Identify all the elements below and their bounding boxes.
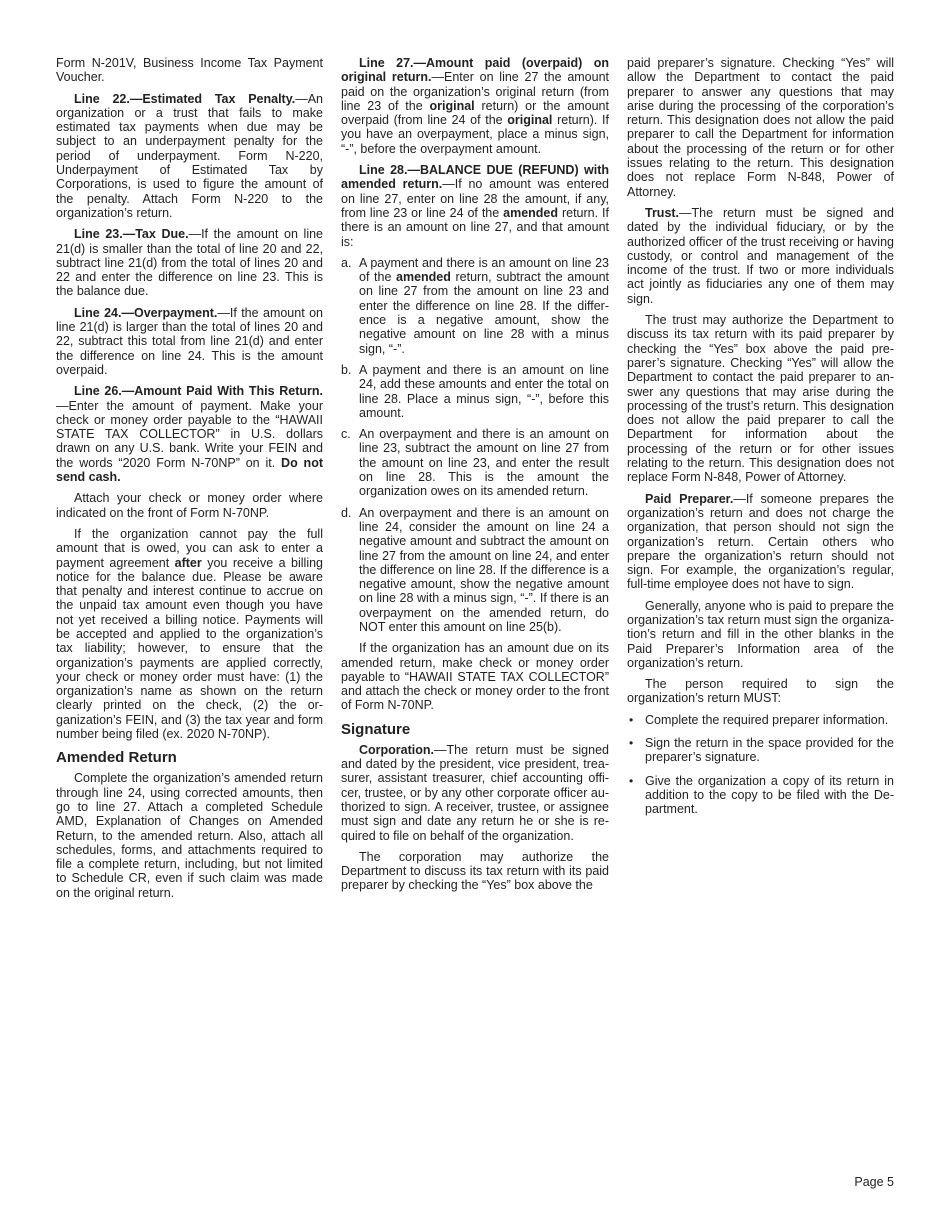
bullet-icon: • [629, 773, 634, 788]
amount-due-paragraph: If the organization has an amount due on its amended return, make check or money order payable to “HAWAII STATE TAX COLLECTOR” and attach the check or money order to the front of Form N-70NP. [341, 641, 609, 713]
list-item: • Give the organization a copy of its return in addition to the copy to be filed with the Department. [629, 773, 894, 817]
line-28-paragraph: Line 28.—BALANCE DUE (REFUND) with amended return.—If no amount was entered on line 27, enter on line 28 the amount, if any, from line 23 or line 24 of the amended return. If there is an amount on line 27, and that amount is: [341, 163, 610, 249]
must-paragraph: The person required to sign the organization’s return MUST: [627, 677, 894, 706]
trust-authorize-paragraph: The trust may authorize the Department to discuss its tax return with its paid preparer by checking the “Yes” box above the paid preparer’s signature. Checking “Yes” will allow the Department to contact the paid preparer to answer any questions that may arise during the processing of the trust’s return. This designation does not allow the paid preparer to call the Department for information about the processing of the return or for other issues relating to the return. This designation does not replace Form N-848, Power of Attorney. [627, 313, 894, 485]
paid-preparer-heading: Paid Preparer. [645, 491, 734, 506]
voucher-paragraph: Form N-201V, Business Income Tax Payment Voucher. [56, 56, 323, 85]
payment-agreement-paragraph: If the organization cannot pay the full amount that is owed, you can ask to enter a payment agreement after you receive a billing notice for the balance due. Please be aware that penalty and interest continue to accrue on the unpaid tax amount even though you have not yet received a billing notice. Payments will be accepted and applied to the organization’s tax liability; however, to ensure that the organization’s payments are applied correctly, your check or money order must have: (1) the organization’s name as shown on the return clearly printed on the check, (2) the organization’s FEIN, and (3) the tax year and form number being filed (ex. 2020 N-70NP). [56, 526, 323, 742]
column-left [56, 56, 323, 907]
line-24-heading: Line 24.—Overpayment. [74, 305, 218, 320]
continued-paragraph: paid preparer’s signature. Checking “Yes” will allow the Department to contact the paid preparer to answer any questions that may arise during the processing of the corporation’s return. This designation does not allow the paid preparer to call the Department for information about the processing of the return or for other issues relating to the return. This designation does not replace Form N-848, Power of Attorney. [627, 56, 894, 199]
line-27-heading: Line 27.—Amount paid (overpaid) on original return. [341, 56, 609, 85]
line-23-heading: Line 23.—Tax Due. [74, 227, 189, 242]
column-right [627, 56, 894, 826]
amended-return-paragraph: Complete the organization’s amended return through line 24, using corrected amounts, then go to line 27. Attach a completed Schedule AMD, Explanation of Changes on Amended Return, to the amended return. Also, attach all schedules, forms, and attachments required to file a complete return, including, but not limited to Schedule CR, even if such claim was made on the original return. [56, 771, 323, 900]
column-middle [341, 56, 609, 900]
corporation-heading: Corporation. [359, 742, 434, 757]
line-28-heading: Line 28.—BALANCE DUE (REFUND) with amended return. [341, 163, 609, 192]
list-item: d. An overpayment and there is an amount on line 24, consider the amount on line 24 a negative amount and subtract the amount on line 27 from the amount on line 24, and enter the difference on line 28. If the difference is a negative amount, show the negative amount on line 28 with a minus sign, “-”. If there is an overpayment on the amended return, do NOT enter this amount on line 25(b). [341, 505, 609, 634]
list-marker: a. [341, 255, 352, 270]
attach-paragraph: Attach your check or money order where indicated on the front of Form N-70NP. [56, 491, 323, 520]
line-22-heading: Line 22.—Estimated Tax Penalty. [74, 91, 296, 106]
line-27-paragraph: Line 27.—Amount paid (overpaid) on original return.—Enter on line 27 the amount paid on the organization’s original return (from line 23 of the original return) or the amount overpaid (from line 24 of the original return). If you have an overpayment, place a minus sign, “-”, before the overpayment amount. [341, 56, 610, 156]
trust-heading: Trust. [645, 205, 680, 220]
list-marker: d. [341, 505, 352, 520]
amended-return-heading: Amended Return [56, 749, 177, 767]
line-23-paragraph: Line 23.—Tax Due.—If the amount on line 21(d) is smaller than the total of line 20 and 22, subtract line 21(d) from the total of lines 20 and 22 and enter the difference on line 23. This is the balance due. [56, 227, 323, 299]
line-26-heading: Line 26.—Amount Paid With This Return. [74, 384, 323, 399]
list-marker: b. [341, 362, 352, 377]
corporation-paragraph: Corporation.—The return must be signed and dated by the president, vice president, treasurer, assistant treasurer, chief accounting officer, trustee, or by any other corporate officer authorized to sign. A receiver, trustee, or assignee must sign and date any return he or she is required to file on behalf of the organization. [341, 742, 609, 843]
line-26-paragraph: Line 26.—Amount Paid With This Return.—Enter the amount of payment. Make your check or money order payable to the “HAWAII STATE TAX COLLECTOR” in U.S. dollars drawn on any U.S. bank. Write your FEIN and the words “2020 Form N-70NP” on it. Do not send cash. [56, 384, 323, 485]
list-item: • Complete the required preparer information. [629, 712, 889, 727]
line-22-paragraph: Line 22.—Estimated Tax Penalty.—An organization or a trust that fails to make estimated tax payments when due may be subject to an underpayment penalty for the period of underpayment. Form N-220, Underpayment of Estimated Tax by Corporations, is used to figure the amount of the penalty. Attach Form N-220 to the organization’s return. [56, 91, 323, 220]
page-number: Page 5 [854, 1175, 894, 1189]
preparer-requirements-list [627, 713, 894, 817]
list-marker: c. [341, 427, 351, 442]
list-item: a. A payment and there is an amount on line 23 of the amended return, subtract the amount on line 27 from the amount on line 23 and enter the difference on line 28. If the difference is a negative amount, show the negative amount on line 28 with a minus sign, “-”. [341, 255, 609, 356]
bullet-icon: • [629, 736, 634, 751]
bullet-icon: • [629, 712, 634, 727]
signature-heading: Signature [341, 720, 411, 738]
generally-paragraph: Generally, anyone who is paid to prepare the organization’s tax return must sign the organization’s return and fill in the other blanks in the Paid Preparer’s Information area of the organization’s return. [627, 598, 894, 670]
line-24-paragraph: Line 24.—Overpayment.—If the amount on line 21(d) is larger than the total of lines 20 and 22, subtract this total from line 21(d) and enter the difference on line 24. This is the amount overpaid. [56, 305, 323, 377]
trust-paragraph: Trust.—The return must be signed and dated by the individual fiduciary, or by the authorized officer of the trust receiving or having custody, or control and management of the income of the trust. If two or more individuals act jointly as fiduciaries any one of them may sign. [627, 205, 894, 306]
list-item: c. An overpayment and there is an amount on line 23, subtract the amount on line 27 from the amount on line 23, and enter the result on line 28. This is the amount the organization owes on its amended return. [341, 427, 609, 499]
list-item: b. A payment and there is an amount on line 24, add these amounts and enter the total on line 28. Place a minus sign, “-”, before this amount. [341, 362, 609, 420]
list-item: • Sign the return in the space provided for the preparer’s signature. [629, 736, 894, 765]
corporation-authorize-paragraph: The corporation may authorize the Department to discuss its tax return with its paid preparer by checking the “Yes” box above the [341, 849, 609, 893]
paid-preparer-paragraph: Paid Preparer.—If someone prepares the organization’s return and does not charge the organization, that person should not sign the organization’s return. Certain others who prepare the organization’s return should not sign. For example, the organization’s regular, full-time employee does not have to sign. [627, 491, 895, 592]
line-28-list [341, 256, 609, 634]
